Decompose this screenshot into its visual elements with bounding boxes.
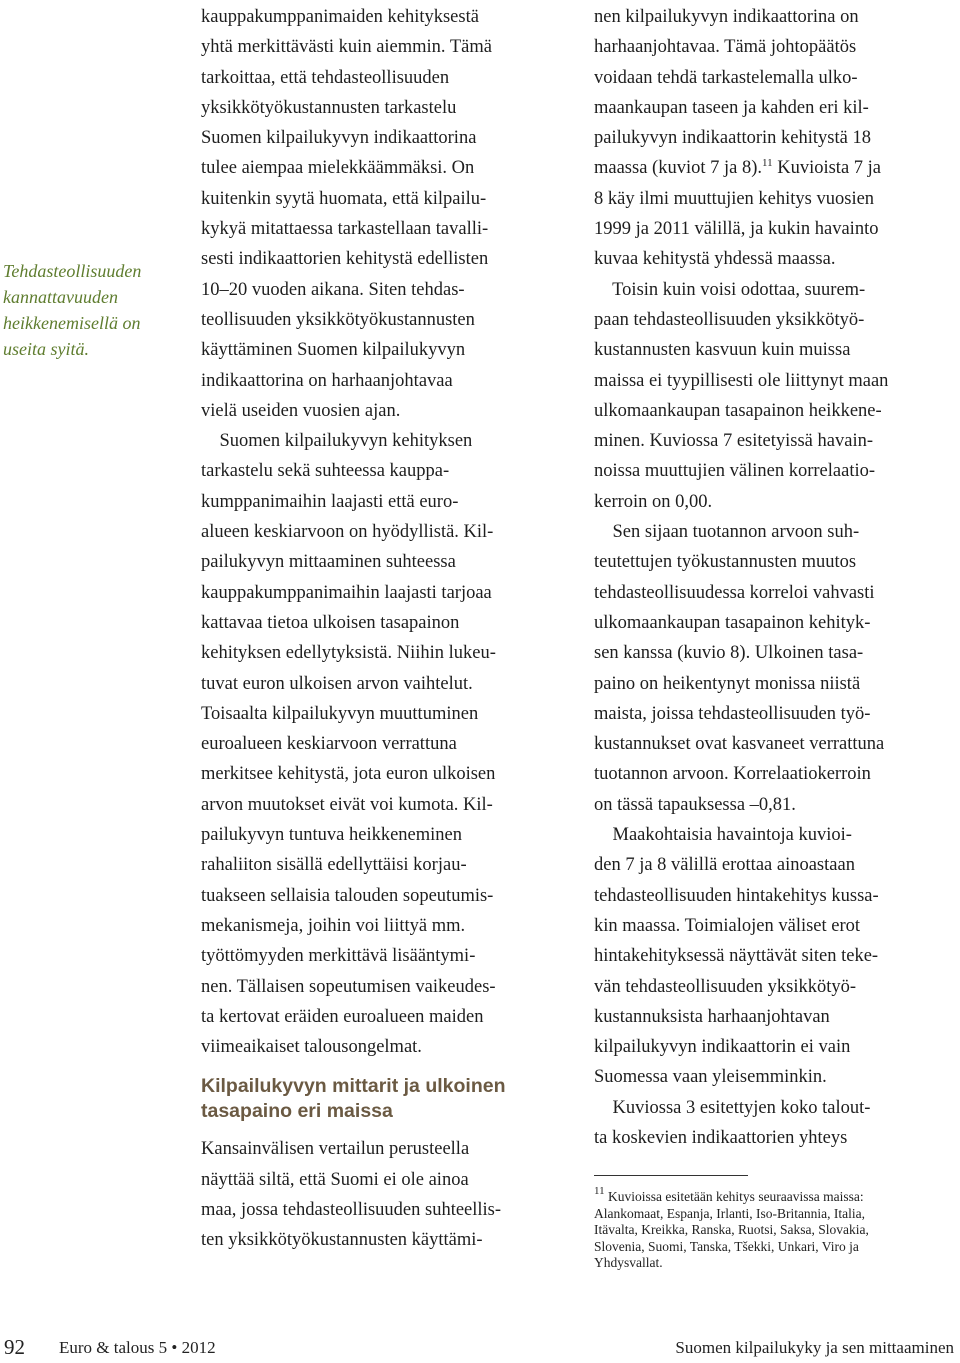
text-line: Suomen kilpailukyvyn kehityksen: [201, 431, 473, 452]
text-line: indikaattorina on harhaanjohtavaa: [201, 370, 453, 391]
text-line-with-footnote-ref: [594, 153, 954, 183]
text-line: Suomen kilpailukyvyn indikaattorina: [201, 128, 477, 149]
footnote-ref[interactable]: 11: [762, 157, 773, 170]
text-line: kattavaa tietoa ulkoisen tasapainon: [201, 612, 460, 633]
text-line: maista, joissa tehdasteollisuuden työ-: [594, 703, 871, 724]
text-line: paino on heikentynyt monissa niistä: [594, 673, 861, 694]
text-line: Maakohtaisia havaintoja kuvioi-: [594, 825, 852, 846]
text-line: tarkoittaa, että tehdasteollisuuden: [201, 67, 450, 88]
text-line: kauppakumppanimaihin laajasti tarjoaa: [201, 582, 492, 603]
right-paragraphs: [594, 184, 954, 1154]
footnote-text: Kuvioissa esitetään kehitys seuraavissa maissa:: [604, 1189, 864, 1204]
text-line: nen. Tällaisen sopeutumisen vaikeudes-: [201, 976, 496, 997]
section-heading-line: tasapaino eri maissa: [201, 1100, 393, 1123]
text-line: 10–20 vuoden aikana. Siten tehdas-: [201, 279, 465, 300]
text-line: työttömyyden merkittävä lisääntymi-: [201, 946, 476, 967]
page-number: 92: [4, 1335, 25, 1359]
text-line: yksikkötyökustannusten tarkastelu: [201, 97, 457, 118]
text-line: tehdasteollisuudessa korreloi vahvasti: [594, 582, 875, 603]
text-line: tuvat euron ulkoisen arvon vaihtelut.: [201, 673, 473, 694]
text-line: ta koskevien indikaattorien yhteys: [594, 1127, 848, 1148]
text-line: käyttäminen Suomen kilpailukyvyn: [201, 340, 466, 361]
margin-note: [3, 258, 177, 362]
text-line: vän tehdasteollisuuden yksikkötyö-: [594, 976, 857, 997]
text-line: kustannuksista harhaanjohtavan: [594, 1006, 830, 1027]
left-text-column: [201, 2, 553, 1256]
text-line: vielä useiden vuosien ajan.: [201, 400, 401, 421]
section-heading-line: Kilpailukyvyn mittarit ja ulkoinen: [201, 1075, 506, 1098]
margin-note-line: useita syitä.: [3, 339, 89, 359]
text-line: kustannusten kasvuun kuin muissa: [594, 340, 851, 361]
text-line: mekanismeja, joihin voi liittyä mm.: [201, 915, 466, 936]
text-line: kumppanimaihin laajasti että euro-: [201, 491, 459, 512]
text-line: 8 käy ilmi muuttujien kehitys vuosien: [594, 188, 875, 209]
footnote-line: [594, 1185, 954, 1206]
section-heading: [201, 1074, 553, 1124]
text-line: Kuviossa 3 esitettyjen koko talout-: [594, 1097, 871, 1118]
text-line: kin maassa. Toimialojen väliset erot: [594, 915, 861, 936]
text-line: 1999 ja 2011 välillä, ja kukin havainto: [594, 219, 879, 240]
page-footer: [0, 1335, 960, 1363]
text-line: Toisin kuin voisi odottaa, suurem-: [594, 279, 866, 300]
text-line: ten yksikkötyökustannusten käyttämi-: [201, 1230, 483, 1251]
text-line: minen. Kuviossa 7 esitetyissä havain-: [594, 431, 873, 452]
text-line: näyttää siltä, että Suomi ei ole ainoa: [201, 1169, 469, 1190]
text-line: merkitsee kehitystä, jota euron ulkoisen: [201, 764, 496, 785]
text-line: ta kertovat eräiden euroalueen maiden: [201, 1006, 484, 1027]
text-line: den 7 ja 8 välillä erottaa ainoastaan: [594, 855, 855, 876]
footnote: [594, 1185, 954, 1272]
section-title: Suomen kilpailukyky ja sen mittaaminen: [675, 1338, 954, 1357]
text-line: voidaan tehdä tarkastelemalla ulko-: [594, 67, 858, 88]
text-line: tuotannon arvoon. Korrelaatiokerroin: [594, 764, 871, 785]
text-line: kustannukset ovat kasvaneet verrattuna: [594, 734, 885, 755]
text-fragment: Kuvioista 7 ja: [772, 158, 882, 179]
publication-name: Euro & talous 5 • 2012: [59, 1338, 216, 1357]
footnote-number: 11: [594, 1185, 605, 1197]
text-line: sesti indikaattorien kehitystä edellisten: [201, 249, 489, 270]
right-text-column: [594, 2, 954, 1153]
text-line: pailukyvyn tuntuva heikkeneminen: [201, 825, 462, 846]
text-line: paan tehdasteollisuuden yksikkötyö-: [594, 309, 865, 330]
text-line: kykyä mitattaessa tarkastellaan tavalli-: [201, 219, 489, 240]
right-paragraphs-top: [594, 2, 954, 153]
text-line: Suomessa vaan yleisemminkin.: [594, 1067, 827, 1088]
text-line: maankaupan taseen ja kahden eri kil-: [594, 97, 869, 118]
text-line: kilpailukyvyn indikaattorin ei vain: [594, 1037, 851, 1058]
text-line: Sen sijaan tuotannon arvoon suh-: [594, 522, 860, 543]
text-line: yhtä merkittävästi kuin aiemmin. Tämä: [201, 37, 492, 58]
text-line: tulee aiempaa mielekkäämmäksi. On: [201, 158, 475, 179]
text-line: nen kilpailukyvyn indikaattorina on: [594, 7, 859, 27]
text-line: harhaanjohtavaa. Tämä johtopäätös: [594, 37, 857, 58]
text-fragment: maassa (kuviot 7 ja 8).: [594, 158, 762, 179]
text-line: sen kanssa (kuvio 8). Ulkoinen tasa-: [594, 643, 864, 664]
text-line: ulkomaankaupan tasapainon heikkene-: [594, 400, 882, 421]
text-line: noissa muuttujien välinen korrelaatio-: [594, 461, 876, 482]
footnote-line: Itävalta, Kreikka, Ranska, Ruotsi, Saksa, Slovakia,: [594, 1222, 869, 1237]
text-line: euroalueen keskiarvoon verrattuna: [201, 734, 457, 755]
text-line: ulkomaankaupan tasapainon kehityk-: [594, 612, 871, 633]
text-line: kauppakumppanimaiden kehityksestä: [201, 7, 479, 27]
text-line: rahaliiton sisällä edellyttäisi korjau-: [201, 855, 467, 876]
footnote-line: Yhdysvallat.: [594, 1255, 663, 1270]
text-line: kuvaa kehitystä yhdessä maassa.: [594, 249, 836, 270]
text-line: tehdasteollisuuden hintakehitys kussa-: [594, 885, 879, 906]
text-line: Kansainvälisen vertailun perusteella: [201, 1139, 470, 1160]
text-line: hintakehityksessä näyttävät siten teke-: [594, 946, 879, 967]
text-line: maa, jossa tehdasteollisuuden suhteellis-: [201, 1199, 502, 1220]
text-line: kehityksen edellytyksistä. Niihin lukeu-: [201, 643, 496, 664]
left-paragraph-after-heading: [201, 1134, 553, 1255]
text-line: tarkastelu sekä suhteessa kauppa-: [201, 461, 450, 482]
text-line: kuitenkin syytä huomata, että kilpailu-: [201, 188, 487, 209]
left-paragraphs: [201, 2, 553, 1062]
footnote-line: Alankomaat, Espanja, Irlanti, Iso-Britannia, Italia,: [594, 1205, 866, 1221]
text-line: alueen keskiarvoon on hyödyllistä. Kil-: [201, 522, 494, 543]
margin-note-line: kannattavuuden: [3, 287, 118, 307]
text-line: pailukyvyn indikaattorin kehitystä 18: [594, 128, 871, 149]
text-line: maissa ei tyypillisesti ole liittynyt maan: [594, 370, 889, 391]
text-line: teutettujen työkustannusten muutos: [594, 552, 857, 573]
text-line: teollisuuden yksikkötyökustannusten: [201, 309, 475, 330]
margin-note-line: Tehdasteollisuuden: [3, 261, 142, 281]
footnote-divider: [594, 1175, 748, 1176]
text-line: pailukyvyn mittaaminen suhteessa: [201, 552, 456, 573]
margin-note-line: heikkenemisellä on: [3, 313, 141, 333]
text-line: kerroin on 0,00.: [594, 491, 713, 512]
text-line: viimeaikaiset talousongelmat.: [201, 1037, 422, 1058]
text-line: arvon muutokset eivät voi kumota. Kil-: [201, 794, 493, 815]
text-line: tuakseen sellaisia talouden sopeutumis-: [201, 885, 494, 906]
text-line: Toisaalta kilpailukyvyn muuttuminen: [201, 703, 479, 724]
text-line: on tässä tapauksessa –0,81.: [594, 794, 796, 815]
footnote-line: Slovenia, Suomi, Tanska, Tšekki, Unkari, Viro ja: [594, 1238, 859, 1254]
